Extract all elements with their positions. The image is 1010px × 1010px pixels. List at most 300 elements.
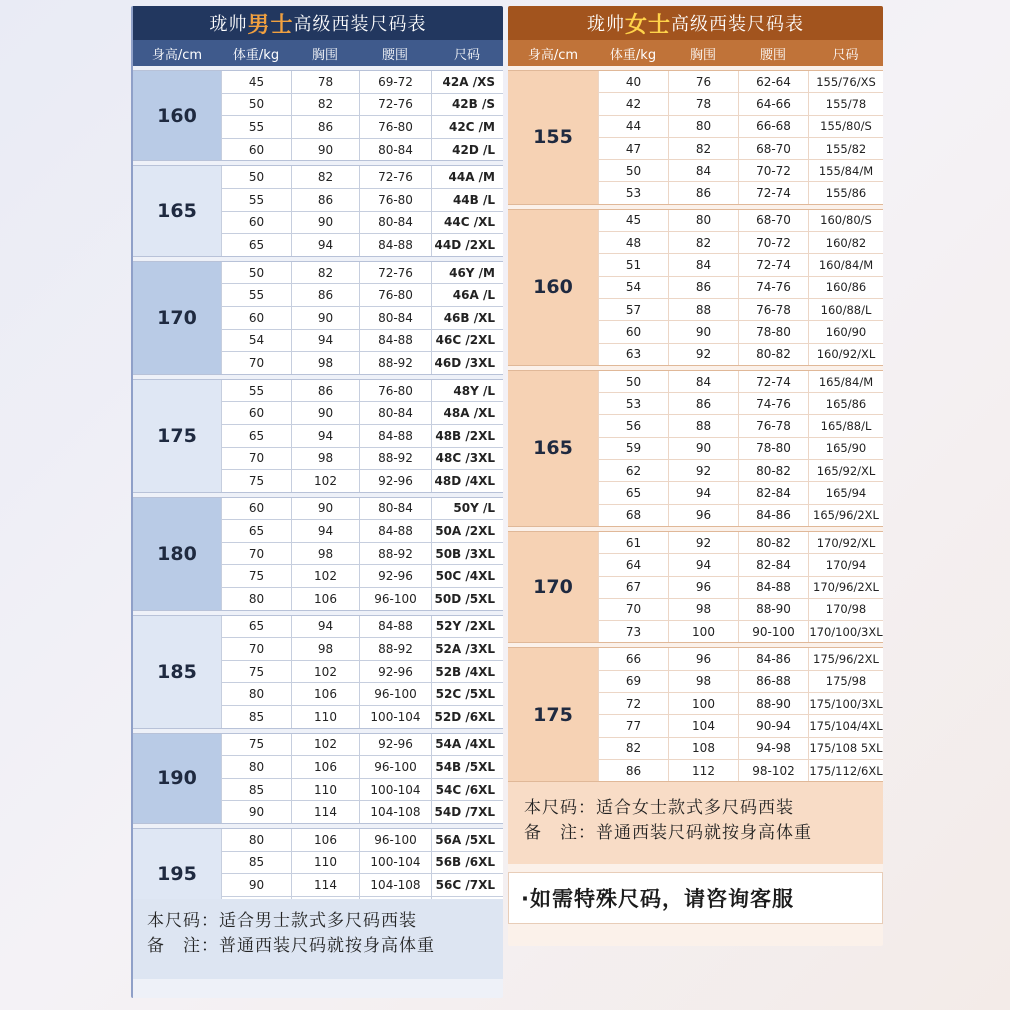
women-waist-cell: 78-80 bbox=[738, 438, 808, 459]
men-weight-cell: 70 bbox=[221, 352, 291, 374]
men-size-cell: 56B /6XL bbox=[431, 852, 503, 874]
table-row bbox=[221, 661, 503, 684]
women-chest-cell: 98 bbox=[668, 671, 738, 692]
men-waist-cell: 76-80 bbox=[359, 284, 431, 306]
men-header-weight: 体重/kg bbox=[232, 47, 280, 63]
men-weight-cell: 80 bbox=[221, 588, 291, 610]
men-weight-cell: 60 bbox=[221, 498, 291, 520]
men-chest-cell: 106 bbox=[291, 756, 359, 778]
women-size-cell: 155/82 bbox=[808, 138, 883, 159]
men-waist-cell: 96-100 bbox=[359, 588, 431, 610]
women-size-cell: 160/88/L bbox=[808, 299, 883, 320]
men-weight-cell: 70 bbox=[221, 448, 291, 470]
men-height-cell: 190 bbox=[133, 734, 221, 823]
men-size-cell: 52D /6XL bbox=[431, 706, 503, 728]
women-weight-cell: 63 bbox=[598, 344, 668, 365]
men-group-rows bbox=[221, 616, 503, 728]
women-chest-cell: 84 bbox=[668, 254, 738, 275]
men-size-cell: 48A /XL bbox=[431, 402, 503, 424]
women-chest-cell: 92 bbox=[668, 344, 738, 365]
women-chest-cell: 96 bbox=[668, 577, 738, 598]
table-row bbox=[598, 71, 883, 93]
women-title-highlight: 女士 bbox=[624, 12, 671, 38]
table-row bbox=[598, 277, 883, 299]
men-chest-cell: 86 bbox=[291, 284, 359, 306]
men-chest-cell: 90 bbox=[291, 402, 359, 424]
women-note-line2: 备 注：普通西装尺码就按身高体重 bbox=[524, 823, 812, 843]
men-size-cell: 50C /4XL bbox=[431, 565, 503, 587]
men-size-cell: 44B /L bbox=[431, 189, 503, 211]
table-row bbox=[221, 166, 503, 189]
women-weight-cell: 42 bbox=[598, 93, 668, 114]
women-size-cell: 175/96/2XL bbox=[808, 648, 883, 669]
women-weight-cell: 64 bbox=[598, 554, 668, 575]
table-row bbox=[598, 371, 883, 393]
men-size-cell: 48B /2XL bbox=[431, 425, 503, 447]
men-height-group bbox=[133, 733, 503, 824]
men-waist-cell: 104-108 bbox=[359, 801, 431, 823]
women-title-brand: 珑帅 bbox=[586, 14, 625, 35]
women-size-cell: 165/92/XL bbox=[808, 460, 883, 481]
women-size-cell: 165/84/M bbox=[808, 371, 883, 392]
men-waist-cell: 80-84 bbox=[359, 307, 431, 329]
men-chest-cell: 106 bbox=[291, 683, 359, 705]
women-height-cell: 170 bbox=[508, 532, 598, 642]
men-chest-cell: 102 bbox=[291, 565, 359, 587]
women-size-cell: 155/86 bbox=[808, 182, 883, 203]
men-size-cell: 52B /4XL bbox=[431, 661, 503, 683]
table-row bbox=[221, 588, 503, 610]
men-header-height: 身高/cm bbox=[151, 47, 203, 63]
women-chest-cell: 82 bbox=[668, 138, 738, 159]
men-header-size: 尺码 bbox=[453, 47, 480, 63]
women-group-rows bbox=[598, 71, 883, 204]
women-size-cell: 160/84/M bbox=[808, 254, 883, 275]
table-row bbox=[221, 307, 503, 330]
men-title-brand: 珑帅 bbox=[209, 14, 248, 35]
women-waist-cell: 72-74 bbox=[738, 371, 808, 392]
men-chest-cell: 86 bbox=[291, 380, 359, 402]
women-weight-cell: 70 bbox=[598, 599, 668, 620]
women-chest-cell: 86 bbox=[668, 393, 738, 414]
women-chest-cell: 88 bbox=[668, 415, 738, 436]
men-chest-cell: 86 bbox=[291, 189, 359, 211]
men-table-header bbox=[133, 40, 503, 66]
men-height-cell: 185 bbox=[133, 616, 221, 728]
women-group-rows bbox=[598, 371, 883, 526]
women-chart-title bbox=[508, 6, 883, 40]
men-waist-cell: 69-72 bbox=[359, 71, 431, 93]
table-row bbox=[598, 182, 883, 203]
table-row bbox=[598, 554, 883, 576]
men-chest-cell: 98 bbox=[291, 543, 359, 565]
women-size-cell: 165/86 bbox=[808, 393, 883, 414]
women-weight-cell: 67 bbox=[598, 577, 668, 598]
women-size-cell: 170/94 bbox=[808, 554, 883, 575]
women-title-suffix: 高级西装尺码表 bbox=[671, 14, 804, 35]
men-height-cell: 170 bbox=[133, 262, 221, 374]
women-weight-cell: 72 bbox=[598, 693, 668, 714]
table-row bbox=[598, 599, 883, 621]
men-waist-cell: 84-88 bbox=[359, 425, 431, 447]
women-weight-cell: 47 bbox=[598, 138, 668, 159]
table-row bbox=[221, 801, 503, 823]
men-chest-cell: 82 bbox=[291, 262, 359, 284]
women-chest-cell: 94 bbox=[668, 554, 738, 575]
table-row bbox=[221, 638, 503, 661]
women-waist-cell: 70-72 bbox=[738, 232, 808, 253]
men-waist-cell: 72-76 bbox=[359, 262, 431, 284]
women-height-cell: 165 bbox=[508, 371, 598, 526]
women-weight-cell: 60 bbox=[598, 321, 668, 342]
men-height-group bbox=[133, 70, 503, 161]
women-size-cell: 170/92/XL bbox=[808, 532, 883, 553]
contact-service-note: ·如需特殊尺码，请咨询客服 bbox=[508, 872, 883, 924]
men-chest-cell: 106 bbox=[291, 588, 359, 610]
women-header-height: 身高/cm bbox=[527, 47, 579, 63]
women-size-cell: 155/78 bbox=[808, 93, 883, 114]
women-chest-cell: 84 bbox=[668, 160, 738, 181]
table-row bbox=[598, 160, 883, 182]
women-height-group bbox=[508, 70, 883, 205]
women-weight-cell: 77 bbox=[598, 715, 668, 736]
men-chest-cell: 110 bbox=[291, 852, 359, 874]
women-size-cell: 160/80/S bbox=[808, 210, 883, 231]
men-waist-cell: 92-96 bbox=[359, 734, 431, 756]
table-row bbox=[598, 738, 883, 760]
men-weight-cell: 75 bbox=[221, 734, 291, 756]
men-weight-cell: 75 bbox=[221, 661, 291, 683]
women-waist-cell: 68-70 bbox=[738, 210, 808, 231]
women-weight-cell: 40 bbox=[598, 71, 668, 92]
men-waist-cell: 80-84 bbox=[359, 402, 431, 424]
women-weight-cell: 65 bbox=[598, 482, 668, 503]
men-waist-cell: 88-92 bbox=[359, 448, 431, 470]
women-waist-cell: 80-82 bbox=[738, 344, 808, 365]
men-waist-cell: 84-88 bbox=[359, 234, 431, 256]
women-weight-cell: 50 bbox=[598, 160, 668, 181]
women-size-cell: 170/98 bbox=[808, 599, 883, 620]
women-header-weight: 体重/kg bbox=[609, 47, 657, 63]
men-note bbox=[133, 899, 503, 979]
women-chest-cell: 76 bbox=[668, 71, 738, 92]
men-group-rows bbox=[221, 71, 503, 160]
men-waist-cell: 96-100 bbox=[359, 756, 431, 778]
men-size-cell: 52A /3XL bbox=[431, 638, 503, 660]
table-row bbox=[598, 232, 883, 254]
women-chest-cell: 86 bbox=[668, 182, 738, 203]
men-height-group bbox=[133, 615, 503, 729]
men-waist-cell: 72-76 bbox=[359, 166, 431, 188]
table-row bbox=[598, 299, 883, 321]
men-size-cell: 46Y /M bbox=[431, 262, 503, 284]
women-size-cell: 165/96/2XL bbox=[808, 505, 883, 526]
women-height-cell: 155 bbox=[508, 71, 598, 204]
men-title-suffix: 高级西装尺码表 bbox=[293, 14, 427, 35]
men-chest-cell: 114 bbox=[291, 874, 359, 896]
men-waist-cell: 92-96 bbox=[359, 565, 431, 587]
women-chest-cell: 82 bbox=[668, 232, 738, 253]
women-chest-cell: 86 bbox=[668, 277, 738, 298]
men-chest-cell: 86 bbox=[291, 116, 359, 138]
women-size-chart bbox=[508, 6, 883, 946]
women-height-group bbox=[508, 370, 883, 527]
women-size-cell: 170/96/2XL bbox=[808, 577, 883, 598]
women-waist-cell: 72-74 bbox=[738, 182, 808, 203]
men-weight-cell: 55 bbox=[221, 380, 291, 402]
women-chest-cell: 96 bbox=[668, 648, 738, 669]
men-size-cell: 48C /3XL bbox=[431, 448, 503, 470]
men-size-cell: 54D /7XL bbox=[431, 801, 503, 823]
men-chest-cell: 110 bbox=[291, 706, 359, 728]
men-weight-cell: 85 bbox=[221, 779, 291, 801]
women-size-cell: 175/108 5XL bbox=[808, 738, 883, 759]
men-size-cell: 52Y /2XL bbox=[431, 616, 503, 638]
women-size-cell: 170/100/3XL bbox=[808, 621, 883, 642]
table-row bbox=[221, 852, 503, 875]
men-size-cell: 48D /4XL bbox=[431, 470, 503, 492]
men-chest-cell: 98 bbox=[291, 352, 359, 374]
men-waist-cell: 80-84 bbox=[359, 139, 431, 161]
men-weight-cell: 65 bbox=[221, 234, 291, 256]
men-waist-cell: 80-84 bbox=[359, 498, 431, 520]
table-row bbox=[221, 189, 503, 212]
women-size-cell: 155/76/XS bbox=[808, 71, 883, 92]
women-height-group bbox=[508, 531, 883, 643]
men-weight-cell: 60 bbox=[221, 139, 291, 161]
table-row bbox=[221, 829, 503, 852]
men-size-cell: 50A /2XL bbox=[431, 520, 503, 542]
women-chest-cell: 112 bbox=[668, 760, 738, 781]
women-height-group bbox=[508, 209, 883, 366]
men-size-cell: 46A /L bbox=[431, 284, 503, 306]
women-waist-cell: 88-90 bbox=[738, 693, 808, 714]
women-waist-cell: 62-64 bbox=[738, 71, 808, 92]
table-row bbox=[598, 760, 883, 781]
men-header-chest: 胸围 bbox=[311, 47, 338, 63]
table-row bbox=[221, 448, 503, 471]
women-table-body bbox=[508, 70, 883, 782]
men-weight-cell: 54 bbox=[221, 330, 291, 352]
table-row bbox=[221, 330, 503, 353]
men-weight-cell: 65 bbox=[221, 520, 291, 542]
table-row bbox=[221, 284, 503, 307]
men-title-highlight: 男士 bbox=[247, 12, 294, 38]
men-size-cell: 56C /7XL bbox=[431, 874, 503, 896]
women-size-cell: 175/100/3XL bbox=[808, 693, 883, 714]
men-chest-cell: 102 bbox=[291, 661, 359, 683]
men-chest-cell: 106 bbox=[291, 829, 359, 851]
women-group-rows bbox=[598, 210, 883, 365]
men-size-cell: 52C /5XL bbox=[431, 683, 503, 705]
women-group-rows bbox=[598, 648, 883, 781]
men-size-cell: 54A /4XL bbox=[431, 734, 503, 756]
table-row bbox=[598, 577, 883, 599]
men-group-rows bbox=[221, 498, 503, 610]
men-waist-cell: 104-108 bbox=[359, 874, 431, 896]
women-group-rows bbox=[598, 532, 883, 642]
women-weight-cell: 56 bbox=[598, 415, 668, 436]
men-chest-cell: 78 bbox=[291, 71, 359, 93]
men-chest-cell: 94 bbox=[291, 425, 359, 447]
men-weight-cell: 70 bbox=[221, 638, 291, 660]
women-weight-cell: 48 bbox=[598, 232, 668, 253]
women-waist-cell: 72-74 bbox=[738, 254, 808, 275]
men-waist-cell: 76-80 bbox=[359, 189, 431, 211]
men-size-cell: 54B /5XL bbox=[431, 756, 503, 778]
women-chest-cell: 92 bbox=[668, 532, 738, 553]
table-row bbox=[221, 234, 503, 256]
men-height-group bbox=[133, 261, 503, 375]
women-weight-cell: 73 bbox=[598, 621, 668, 642]
men-size-cell: 42D /L bbox=[431, 139, 503, 161]
men-chest-cell: 82 bbox=[291, 166, 359, 188]
women-chest-cell: 90 bbox=[668, 438, 738, 459]
men-chest-cell: 102 bbox=[291, 734, 359, 756]
women-waist-cell: 80-82 bbox=[738, 460, 808, 481]
table-row bbox=[221, 565, 503, 588]
men-weight-cell: 55 bbox=[221, 189, 291, 211]
men-size-cell: 46D /3XL bbox=[431, 352, 503, 374]
women-height-group bbox=[508, 647, 883, 782]
women-weight-cell: 51 bbox=[598, 254, 668, 275]
women-waist-cell: 84-86 bbox=[738, 648, 808, 669]
table-row bbox=[221, 616, 503, 639]
men-weight-cell: 85 bbox=[221, 852, 291, 874]
men-waist-cell: 96-100 bbox=[359, 683, 431, 705]
men-chest-cell: 90 bbox=[291, 307, 359, 329]
men-weight-cell: 65 bbox=[221, 616, 291, 638]
men-group-rows bbox=[221, 380, 503, 492]
women-waist-cell: 82-84 bbox=[738, 482, 808, 503]
women-chest-cell: 80 bbox=[668, 116, 738, 137]
men-weight-cell: 70 bbox=[221, 543, 291, 565]
women-waist-cell: 80-82 bbox=[738, 532, 808, 553]
men-chest-cell: 94 bbox=[291, 520, 359, 542]
men-chest-cell: 98 bbox=[291, 638, 359, 660]
table-row bbox=[221, 543, 503, 566]
table-row bbox=[221, 402, 503, 425]
men-note-line2: 备 注：普通西装尺码就按身高体重 bbox=[147, 936, 435, 956]
women-weight-cell: 66 bbox=[598, 648, 668, 669]
table-row bbox=[598, 210, 883, 232]
women-chest-cell: 90 bbox=[668, 321, 738, 342]
men-weight-cell: 50 bbox=[221, 166, 291, 188]
table-row bbox=[598, 505, 883, 526]
table-row bbox=[221, 470, 503, 492]
women-chest-cell: 78 bbox=[668, 93, 738, 114]
men-waist-cell: 100-104 bbox=[359, 779, 431, 801]
women-weight-cell: 68 bbox=[598, 505, 668, 526]
men-size-cell: 42B /S bbox=[431, 94, 503, 116]
women-chest-cell: 88 bbox=[668, 299, 738, 320]
women-waist-cell: 86-88 bbox=[738, 671, 808, 692]
women-waist-cell: 66-68 bbox=[738, 116, 808, 137]
women-waist-cell: 90-100 bbox=[738, 621, 808, 642]
men-chest-cell: 114 bbox=[291, 801, 359, 823]
men-table-body bbox=[133, 70, 503, 919]
men-chest-cell: 90 bbox=[291, 498, 359, 520]
table-row bbox=[598, 116, 883, 138]
table-row bbox=[598, 93, 883, 115]
men-waist-cell: 80-84 bbox=[359, 212, 431, 234]
women-chest-cell: 84 bbox=[668, 371, 738, 392]
men-weight-cell: 45 bbox=[221, 71, 291, 93]
women-waist-cell: 74-76 bbox=[738, 277, 808, 298]
women-weight-cell: 53 bbox=[598, 182, 668, 203]
men-group-rows bbox=[221, 262, 503, 374]
women-size-cell: 155/80/S bbox=[808, 116, 883, 137]
men-weight-cell: 80 bbox=[221, 756, 291, 778]
women-size-cell: 165/94 bbox=[808, 482, 883, 503]
men-chest-cell: 98 bbox=[291, 448, 359, 470]
table-row bbox=[221, 380, 503, 403]
men-waist-cell: 72-76 bbox=[359, 94, 431, 116]
men-header-waist: 腰围 bbox=[381, 47, 408, 63]
table-row bbox=[598, 138, 883, 160]
men-height-cell: 165 bbox=[133, 166, 221, 255]
men-size-cell: 42A /XS bbox=[431, 71, 503, 93]
men-waist-cell: 88-92 bbox=[359, 638, 431, 660]
men-waist-cell: 88-92 bbox=[359, 543, 431, 565]
women-weight-cell: 61 bbox=[598, 532, 668, 553]
men-chest-cell: 90 bbox=[291, 212, 359, 234]
men-size-cell: 46B /XL bbox=[431, 307, 503, 329]
men-weight-cell: 60 bbox=[221, 212, 291, 234]
men-size-cell: 50Y /L bbox=[431, 498, 503, 520]
table-row bbox=[221, 498, 503, 521]
women-table-header bbox=[508, 40, 883, 66]
women-note-line1: 本尺码：适合女士款式多尺码西装 bbox=[524, 798, 794, 818]
table-row bbox=[221, 683, 503, 706]
men-chest-cell: 90 bbox=[291, 139, 359, 161]
men-size-cell: 44D /2XL bbox=[431, 234, 503, 256]
women-chest-cell: 92 bbox=[668, 460, 738, 481]
women-weight-cell: 53 bbox=[598, 393, 668, 414]
women-weight-cell: 44 bbox=[598, 116, 668, 137]
men-waist-cell: 84-88 bbox=[359, 616, 431, 638]
men-size-cell: 56A /5XL bbox=[431, 829, 503, 851]
men-weight-cell: 75 bbox=[221, 470, 291, 492]
table-row bbox=[598, 415, 883, 437]
men-weight-cell: 85 bbox=[221, 706, 291, 728]
women-chest-cell: 98 bbox=[668, 599, 738, 620]
men-height-cell: 195 bbox=[133, 829, 221, 918]
men-waist-cell: 100-104 bbox=[359, 706, 431, 728]
men-waist-cell: 88-92 bbox=[359, 352, 431, 374]
men-height-group bbox=[133, 497, 503, 611]
women-chest-cell: 80 bbox=[668, 210, 738, 231]
women-waist-cell: 94-98 bbox=[738, 738, 808, 759]
men-chart-title bbox=[133, 6, 503, 40]
women-chest-cell: 100 bbox=[668, 693, 738, 714]
women-waist-cell: 90-94 bbox=[738, 715, 808, 736]
table-row bbox=[598, 393, 883, 415]
table-row bbox=[598, 693, 883, 715]
men-weight-cell: 90 bbox=[221, 801, 291, 823]
women-weight-cell: 50 bbox=[598, 371, 668, 392]
men-weight-cell: 55 bbox=[221, 116, 291, 138]
women-size-cell: 175/112/6XL bbox=[808, 760, 883, 781]
table-row bbox=[598, 648, 883, 670]
table-row bbox=[598, 438, 883, 460]
table-row bbox=[221, 779, 503, 802]
women-waist-cell: 88-90 bbox=[738, 599, 808, 620]
men-weight-cell: 80 bbox=[221, 683, 291, 705]
table-row bbox=[598, 532, 883, 554]
women-size-cell: 160/90 bbox=[808, 321, 883, 342]
men-chest-cell: 94 bbox=[291, 616, 359, 638]
